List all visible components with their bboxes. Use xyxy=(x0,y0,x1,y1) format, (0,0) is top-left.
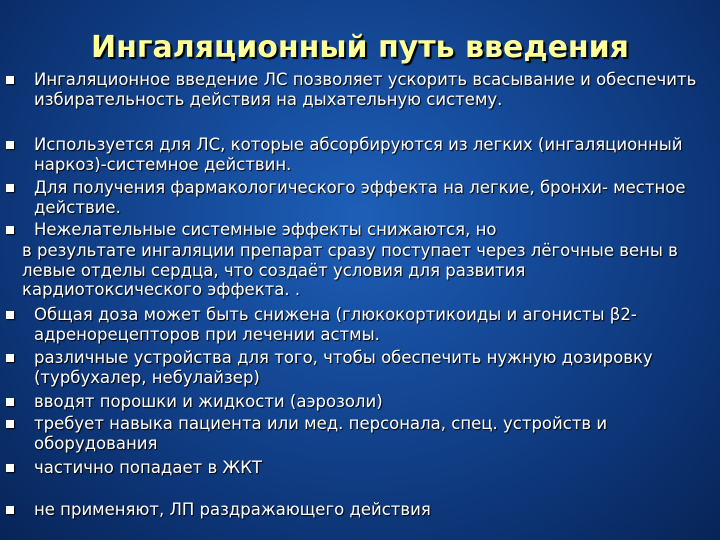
list-item-text: Для получения фармакологического эффекта на легкие, бронхи- местное действие. xyxy=(34,178,686,217)
list-item-text: в результате ингаляции препарат сразу поступает через лёгочные вены в левые отделы сердца, что создаёт условия для развития кардиотоксического эффекта. . xyxy=(22,241,678,299)
list-item-text: не применяют, ЛП раздражающего действия xyxy=(34,500,431,519)
list-item-text: различные устройства для того, чтобы обеспечить нужную дозировку (турбухалер, небулайзер) xyxy=(34,348,653,387)
list-item-text: требует навыка пациента или мед. персонала, спец. устройств и оборудования xyxy=(34,414,608,453)
list-item xyxy=(34,220,706,240)
list-item-text: Нежелательные системные эффекты снижаются, но xyxy=(34,220,497,239)
square-bullet-icon xyxy=(6,464,14,472)
square-bullet-icon xyxy=(6,141,14,149)
square-bullet-icon xyxy=(6,398,14,406)
list-item-text: частично попадает в ЖКТ xyxy=(34,458,262,477)
square-bullet-icon xyxy=(6,311,14,319)
square-bullet-icon xyxy=(6,354,14,362)
list-item xyxy=(34,70,706,109)
list-item xyxy=(34,348,706,387)
square-bullet-icon xyxy=(6,506,14,514)
list-item xyxy=(34,458,706,478)
slide-title: Ингаляционный путь введения xyxy=(91,30,629,65)
square-bullet-icon xyxy=(6,184,14,192)
list-item xyxy=(34,500,706,520)
list-item-text: Общая доза может быть снижена (глюкокортикоиды и агонисты β2-адренорецепторов при лечении астмы. xyxy=(34,305,637,344)
list-item-text: вводят порошки и жидкости (аэрозоли) xyxy=(34,392,383,411)
list-item xyxy=(34,135,706,174)
square-bullet-icon xyxy=(6,226,14,234)
list-item-text: Ингаляционное введение ЛС позволяет ускорить всасывание и обеспечить избирательность действия на дыхательную систему. xyxy=(34,70,697,109)
square-bullet-icon xyxy=(6,420,14,428)
list-item xyxy=(34,414,706,453)
list-item xyxy=(34,305,706,344)
list-item xyxy=(34,178,706,217)
square-bullet-icon xyxy=(6,76,14,84)
list-item xyxy=(22,241,706,300)
list-item-text: Используется для ЛС, которые абсорбируются из легких (ингаляционный наркоз)-системное действин. xyxy=(34,135,683,174)
list-item xyxy=(34,392,706,412)
